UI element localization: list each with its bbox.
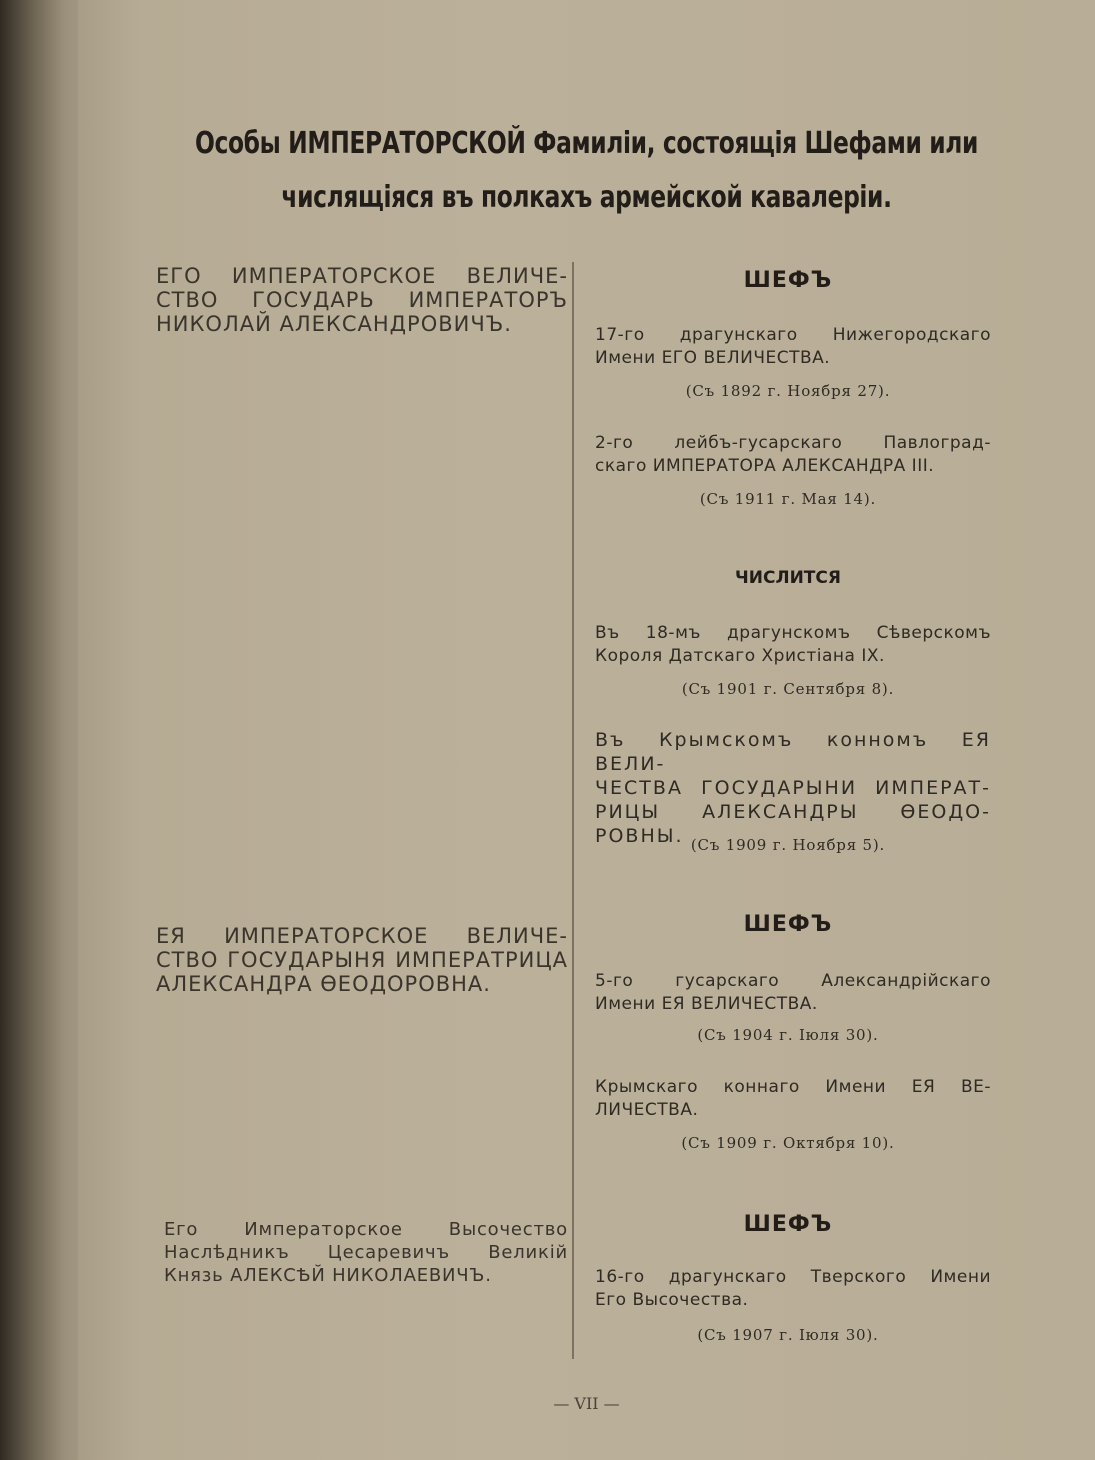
entry-line: ЛИЧЕСТВА.: [595, 1100, 699, 1120]
entry-line: Въ 18-мъ драгунскомъ Сѣверскомъ: [595, 623, 991, 643]
page-title-line-1: Особы ИМПЕРАТОРСКОЙ Фамиліи, состоящія Шефами или: [194, 126, 979, 161]
entry-line: ЧЕСТВА ГОСУДАРЫНИ ИМПЕРАТ-: [595, 777, 991, 799]
name-line: НИКОЛАЙ АЛЕКСАНДРОВИЧЪ.: [156, 312, 512, 336]
regiment-entry: [595, 1266, 991, 1312]
entry-line: Въ Крымскомъ конномъ ЕЯ ВЕЛИ-: [595, 729, 991, 775]
person-name-nicholas: [156, 264, 568, 336]
regiment-entry: [595, 970, 991, 1016]
name-line: ЕЯ ИМПЕРАТОРСКОЕ ВЕЛИЧЕ-: [156, 924, 568, 948]
name-line: Князь АЛЕКСѢЙ НИКОЛАЕВИЧЪ.: [164, 1265, 492, 1286]
page-number: — VII —: [553, 1394, 620, 1413]
entry-line: Имени ЕГО ВЕЛИЧЕСТВА.: [595, 348, 831, 368]
entry-date: (Съ 1911 г. Мая 14).: [699, 490, 877, 508]
name-line: Его Императорское Высочество: [164, 1219, 568, 1240]
regiment-entry: [595, 1076, 991, 1122]
entry-line: 16-го драгунскаго Тверского Имени: [595, 1267, 991, 1287]
person-name-alexandra: [156, 924, 568, 996]
entry-line: Его Высочества.: [595, 1290, 749, 1310]
section-heading-chef: ШЕФЪ: [743, 268, 833, 293]
entry-line: РОВНЫ.: [595, 825, 684, 847]
entry-line: 5-го гусарскаго Александрійскаго: [595, 971, 991, 991]
entry-line: 2-го лейбъ-гусарскаго Павлоград-: [595, 433, 991, 453]
person-name-alexei: [164, 1218, 568, 1287]
regiment-entry: [595, 324, 991, 370]
entry-line: 17-го драгунскаго Нижегородскаго: [595, 325, 991, 345]
entry-date: (Съ 1907 г. Іюля 30).: [697, 1326, 879, 1344]
entry-line: Крымскаго коннаго Имени ЕЯ ВЕ-: [595, 1077, 991, 1097]
entry-line: РИЦЫ АЛЕКСАНДРЫ ѲЕОДО-: [595, 801, 991, 823]
name-line: АЛЕКСАНДРА ѲЕОДОРОВНА.: [156, 972, 491, 996]
entry-line: Короля Датскаго Христіана IX.: [595, 646, 885, 666]
book-page: [78, 0, 1095, 1460]
entry-date: (Съ 1909 г. Ноября 5).: [690, 836, 886, 854]
book-spine-shadow: [0, 0, 90, 1460]
entry-date: (Съ 1892 г. Ноября 27).: [685, 382, 891, 400]
section-heading-listed: ЧИСЛИТСЯ: [735, 568, 841, 588]
column-divider: [572, 262, 574, 1359]
name-line: СТВО ГОСУДАРЬ ИМПЕРАТОРЪ: [156, 288, 568, 312]
regiment-entry: [595, 728, 991, 848]
entry-date: (Съ 1904 г. Іюля 30).: [697, 1026, 879, 1044]
name-line: Наслѣдникъ Цесаревичъ Великій: [164, 1242, 568, 1263]
regiment-entry: [595, 622, 991, 668]
name-line: СТВО ГОСУДАРЫНЯ ИМПЕРАТРИЦА: [156, 948, 568, 972]
entry-date: (Съ 1901 г. Сентября 8).: [681, 680, 895, 698]
name-line: ЕГО ИМПЕРАТОРСКОЕ ВЕЛИЧЕ-: [156, 264, 568, 288]
page-title-line-2: числящіяся въ полкахъ армейской кавалеріи.: [281, 180, 892, 215]
entry-line: Имени ЕЯ ВЕЛИЧЕСТВА.: [595, 994, 818, 1014]
entry-date: (Съ 1909 г. Октября 10).: [681, 1134, 895, 1152]
entry-line: скаго ИМПЕРАТОРА АЛЕКСАНДРА III.: [595, 456, 935, 476]
section-heading-chef: ШЕФЪ: [743, 1212, 833, 1237]
regiment-entry: [595, 432, 991, 478]
section-heading-chef: ШЕФЪ: [743, 912, 833, 937]
